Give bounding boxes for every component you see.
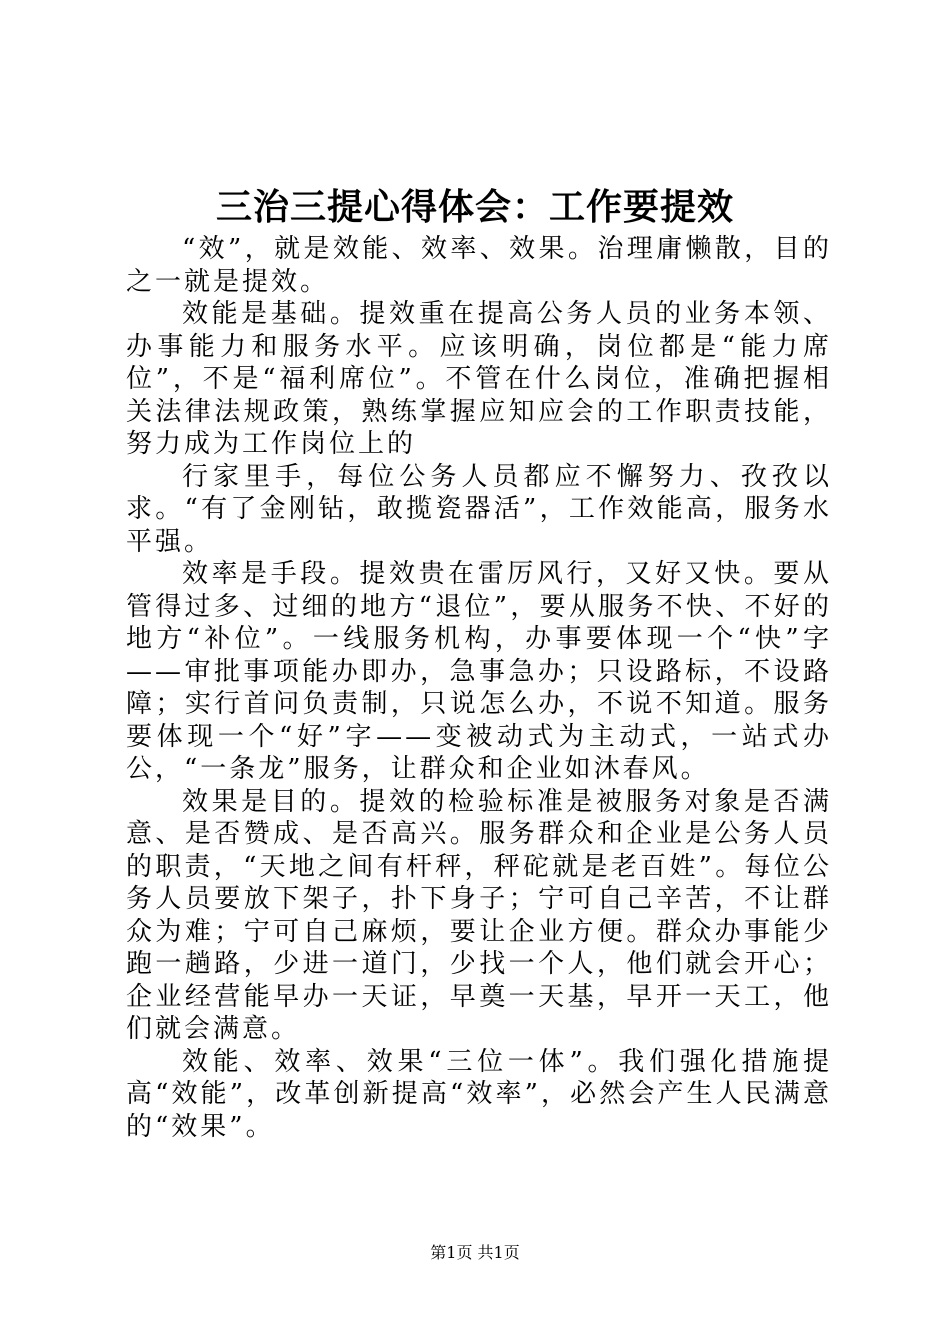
paragraph-efficacy: 效能是基础。提效重在提高公务人员的业务本领、办事能力和服务水平。应该明确，岗位都是“能力席位”，不是“福利席位”。不管在什么岗位，准确把握相关法律法规政策，熟练掌握应知应会的工作职责技能，努力成为工作岗位上的 bbox=[126, 299, 832, 459]
paragraph-conclusion: 效能、效率、效果“三位一体”。我们强化措施提高“效能”，改革创新提高“效率”，必然会产生人民满意的“效果”。 bbox=[126, 1046, 832, 1142]
document-body bbox=[126, 233, 832, 1143]
page-footer: 第1页 共1页 bbox=[430, 1243, 520, 1262]
paragraph-efficacy-continued: 行家里手，每位公务人员都应不懈努力、孜孜以求。“有了金刚钻，敢揽瓷器活”，工作效能高，服务水平强。 bbox=[126, 461, 832, 557]
paragraph-intro: “效”，就是效能、效率、效果。治理庸懒散，目的之一就是提效。 bbox=[126, 234, 832, 297]
paragraph-effect: 效果是目的。提效的检验标准是被服务对象是否满意、是否赞成、是否高兴。服务群众和企业是公务人员的职责，“天地之间有杆秤，秤砣就是老百姓”。每位公务人员要放下架子，扑下身子；宁可自己辛苦，不让群众为难；宁可自己麻烦，要让企业方便。群众办事能少跑一趟路，少进一道门，少找一个人，他们就会开心；企业经营能早办一天证，早奠一天基，早开一天工，他们就会满意。 bbox=[126, 786, 832, 1044]
document-title: 三治三提心得体会：工作要提效 bbox=[215, 186, 734, 228]
paragraph-efficiency: 效率是手段。提效贵在雷厉风行，又好又快。要从管得过多、过细的地方“退位”，要从服务不快、不好的地方“补位”。一线服务机构，办事要体现一个“快”字——审批事项能办即办，急事急办；只设路标，不设路障；实行首问负责制，只说怎么办，不说不知道。服务要体现一个“好”字——变被动式为主动式，一站式办公，“一条龙”服务，让群众和企业如沐春风。 bbox=[126, 559, 832, 784]
